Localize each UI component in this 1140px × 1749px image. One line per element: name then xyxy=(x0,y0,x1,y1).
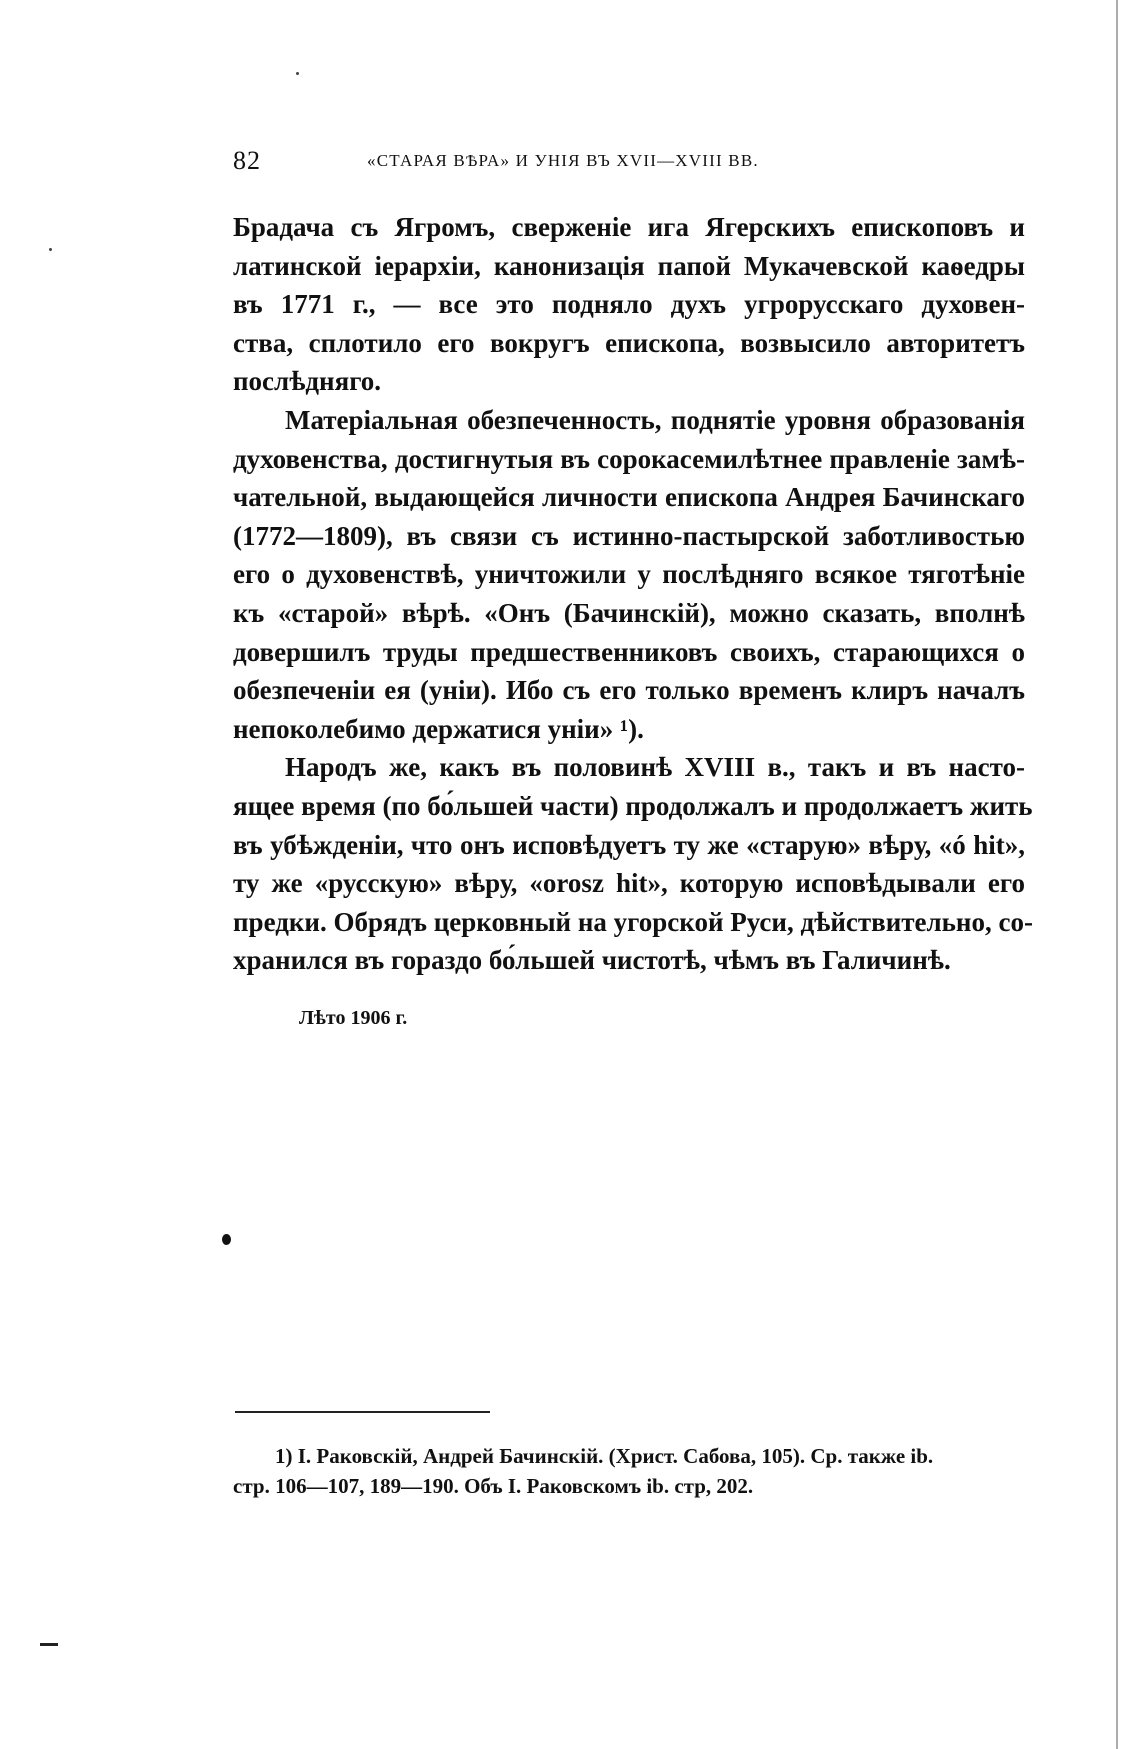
text-line: Народъ же, какъ въ половинѣ XVIII в., такъ и въ насто- xyxy=(285,752,1025,783)
paragraph xyxy=(233,208,1025,401)
text-line: довершилъ труды предшественниковъ своихъ, старающихся о xyxy=(233,636,1025,667)
text-line: его о духовенствѣ, уничтожили у послѣдняго всякое тяготѣніе xyxy=(233,559,1025,590)
text-line: непоколебимо держатися уніи» ¹). xyxy=(233,713,644,744)
running-head xyxy=(233,146,863,174)
text-line: хранился въ гораздо бо́льшей чистотѣ, чѣмъ въ Галичинѣ. xyxy=(233,945,951,976)
date-line: Лѣто 1906 г. xyxy=(299,1007,408,1029)
paragraph xyxy=(233,401,1025,748)
text-line: духовенства, достигнутыя въ сорокасемилѣтнее правленіе замѣ- xyxy=(233,443,1025,474)
text-line: обезпеченіи ея (уніи). Ибо съ его только временъ клиръ началъ xyxy=(233,675,1025,706)
bullet-dot-icon xyxy=(222,1234,231,1245)
page-number: 82 xyxy=(233,146,261,175)
footnote-line: стр. 106—107, 189—190. Объ I. Раковскомъ ib. стр, 202. xyxy=(233,1474,754,1498)
text-line: чательной, выдающейся личности епископа Андрея Бачинскаго xyxy=(233,482,1025,513)
text-line: къ «старой» вѣрѣ. «Онъ (Бачинскій), можно сказать, вполнѣ xyxy=(233,597,1025,628)
text-line: (1772—1809), въ связи съ истинно-пастырской заботливостью xyxy=(233,520,1025,551)
margin-mark xyxy=(40,1643,58,1646)
body-text xyxy=(233,208,1033,980)
footnotes xyxy=(233,1441,1025,1501)
text-line: ту же «русскую» вѣру, «orosz hit», которую исповѣдывали его xyxy=(233,868,1025,899)
text-line: Брадача съ Ягромъ, сверженіе ига Ягерскихъ епископовъ и xyxy=(233,212,1025,242)
text-line: въ 1771 г., — все это подняло духъ угрорусскаго духовен- xyxy=(233,289,1025,320)
text-line: послѣдняго. xyxy=(233,366,382,397)
text-line: латинской іерархіи, канонизація папой Мукачевской каѳедры xyxy=(233,250,1025,281)
footnote-divider xyxy=(235,1411,490,1413)
running-head-title: «СТАРАЯ ВѢРА» И УНІЯ ВЪ XVII—XVIII ВВ. xyxy=(367,151,759,170)
text-line: въ убѣжденіи, что онъ исповѣдуетъ ту же «старую» вѣру, «ó hit», xyxy=(233,829,1025,860)
text-line: ства, сплотило его вокругъ епископа, возвысило авторитетъ xyxy=(233,327,1025,358)
text-line: Матеріальная обезпеченность, поднятіе уровня образованія xyxy=(285,404,1025,435)
text-line: предки. Обрядъ церковный на угорской Руси, дѣйствительно, со- xyxy=(233,906,1033,937)
text-line: ящее время (по бо́льшей части) продолжалъ и продолжаетъ жить xyxy=(233,790,1033,821)
footnote-line: 1) I. Раковскій, Андрей Бачинскій. (Христ. Сабова, 105). Ср. также ib. xyxy=(275,1444,934,1468)
paragraph xyxy=(233,748,1033,980)
page-edge-rule xyxy=(1116,0,1118,1749)
print-speck xyxy=(49,248,52,251)
print-speck xyxy=(296,72,299,75)
